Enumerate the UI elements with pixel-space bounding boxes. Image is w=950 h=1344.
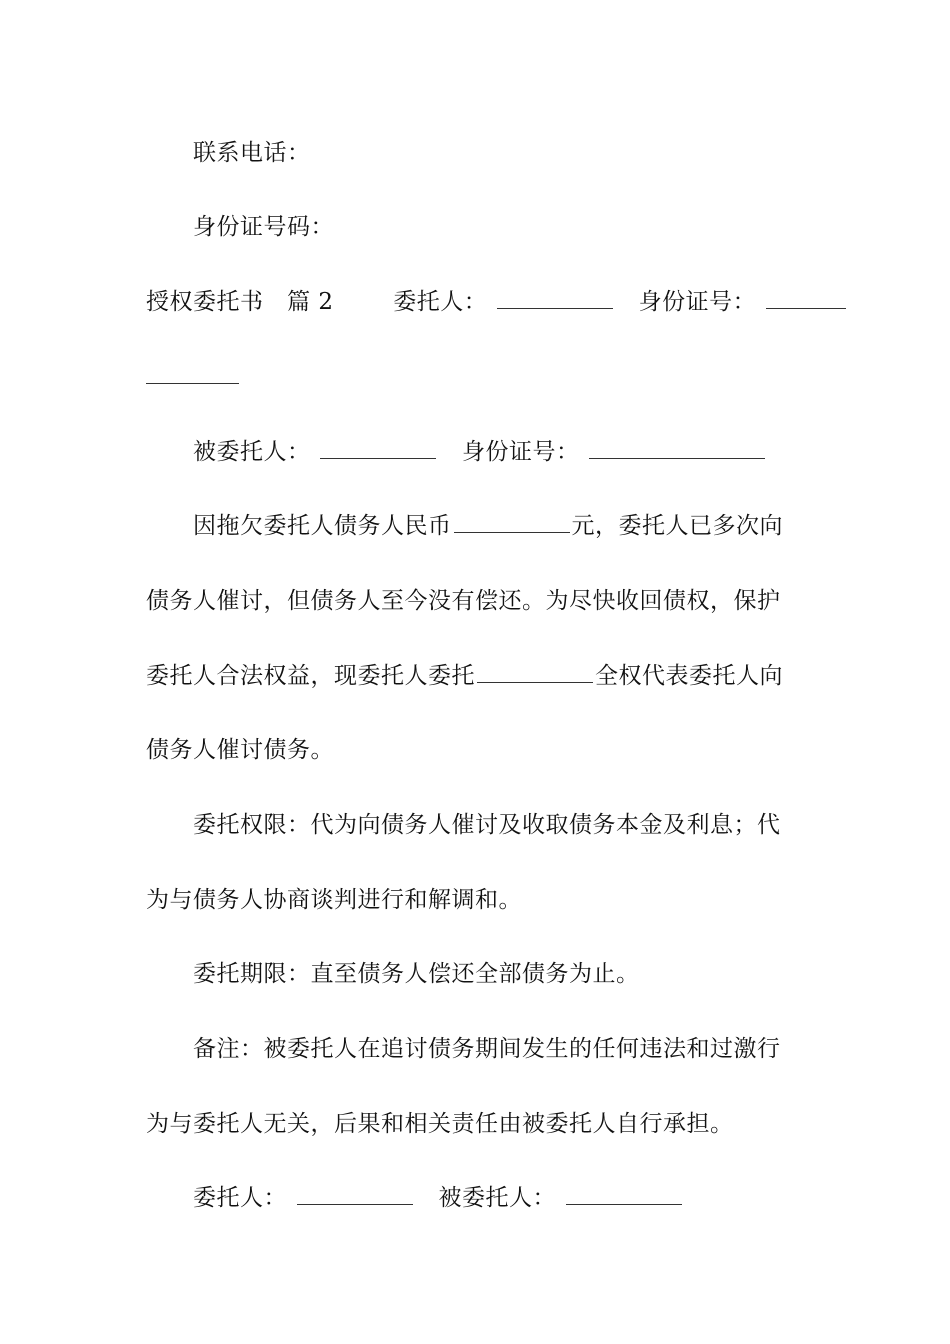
scope-line2-text: 为与债务人协商谈判进行和解调和。	[146, 887, 522, 913]
agent-name-blank	[320, 440, 436, 459]
debt-amount-blank	[454, 514, 570, 533]
contact-phone-label: 联系电话：	[193, 140, 311, 166]
para1-line2	[146, 586, 806, 616]
principal-id-label: 身份证号：	[638, 289, 757, 315]
para1-line1-b: 元，委托人已多次向	[571, 513, 783, 539]
para1-line1-a: 因拖欠委托人债务人民币	[193, 513, 452, 539]
term-text: 委托期限：直至债务人偿还全部债务为止。	[193, 961, 640, 987]
contact-phone-line	[193, 138, 806, 168]
sign-agent-label: 被委托人：	[438, 1185, 556, 1211]
note-line2-text: 为与委托人无关，后果和相关责任由被委托人自行承担。	[146, 1111, 734, 1137]
para1-line1	[193, 511, 806, 541]
para1-line3-a: 委托人合法权益，现委托人委托	[146, 663, 475, 689]
principal-label: 委托人：	[393, 289, 488, 315]
id-number-label: 身份证号码：	[193, 214, 334, 240]
scope-line1-text: 委托权限：代为向债务人催讨及收取债务本金及利息；代	[193, 812, 781, 838]
document-title: 授权委托书	[146, 289, 264, 315]
note-line1-text: 备注：被委托人在追讨债务期间发生的任何违法和过激行	[193, 1036, 781, 1062]
para1-line2-text: 债务人催讨，但债务人至今没有偿还。为尽快收回债权，保护	[146, 588, 781, 614]
agent-id-blank	[589, 440, 765, 459]
principal-id-blank-continued	[146, 365, 239, 384]
sign-principal-label: 委托人：	[193, 1185, 287, 1211]
title-line	[146, 287, 806, 317]
id-number-line	[193, 212, 806, 242]
agent-line	[193, 437, 806, 467]
entrusted-party-blank	[477, 664, 593, 683]
para1-line4-text: 债务人催讨债务。	[146, 737, 334, 763]
scope-line1	[193, 810, 806, 840]
agent-label: 被委托人：	[193, 439, 311, 465]
sign-principal-blank	[297, 1186, 413, 1205]
principal-id-blank	[766, 290, 846, 309]
principal-name-blank	[497, 290, 613, 309]
note-line2	[146, 1109, 806, 1139]
principal-id-blank-continued-line	[146, 362, 806, 392]
note-line1	[193, 1034, 806, 1064]
para1-line4	[146, 735, 806, 765]
sign-agent-blank	[566, 1186, 682, 1205]
para1-line3	[146, 661, 806, 691]
document-title-suffix: 篇 2	[287, 289, 334, 315]
signature-line	[193, 1183, 806, 1213]
scope-line2	[146, 885, 806, 915]
para1-line3-b: 全权代表委托人向	[595, 663, 783, 689]
term-line	[193, 959, 806, 989]
agent-id-label: 身份证号：	[461, 439, 580, 465]
